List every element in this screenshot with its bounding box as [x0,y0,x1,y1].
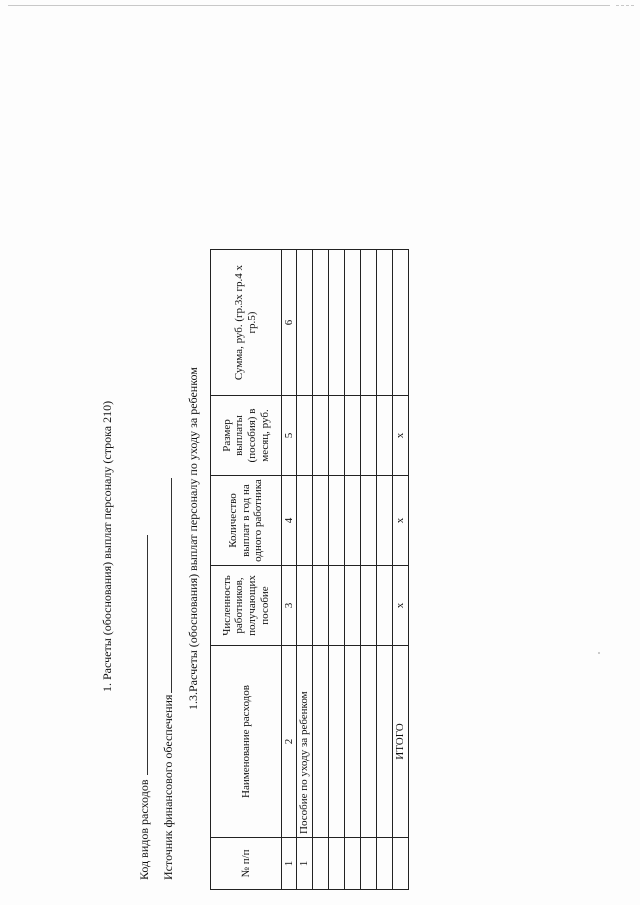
empty-cell [361,250,377,396]
empty-cell [345,250,361,396]
empty-cell [345,646,361,838]
header-name: Наименование расходов [211,646,282,838]
empty-cell [297,396,313,476]
empty-cell [329,250,345,396]
empty-cell [377,646,393,838]
empty-cell [329,838,345,890]
empty-cell [329,476,345,566]
total-x-mark: x [393,566,409,646]
empty-cell [297,566,313,646]
empty-cell [345,396,361,476]
table-row [345,250,361,890]
column-number: 2 [282,646,297,838]
subsection-heading: 1.3.Расчеты (обоснования) выплат персоналу по уходу за ребенком [186,367,200,710]
empty-cell [361,566,377,646]
empty-cell [297,250,313,396]
empty-cell [361,476,377,566]
total-x-mark: x [393,396,409,476]
empty-cell [361,646,377,838]
table-row [361,250,377,890]
expense-code-line [136,536,152,881]
empty-cell [313,838,329,890]
table-row [313,250,329,890]
funding-source-blank [160,478,172,693]
total-row [393,250,409,890]
header-payments-count: Количество выплат в год на одного работника [211,476,282,566]
empty-cell [313,250,329,396]
empty-cell [377,476,393,566]
column-number: 3 [282,566,297,646]
header-payment-size: Размер выплаты (пособия) в месяц, руб. [211,396,282,476]
empty-cell [329,646,345,838]
empty-cell [361,838,377,890]
empty-cell [377,396,393,476]
table-row [377,250,393,890]
empty-cell [377,250,393,396]
table-row [297,250,313,890]
empty-cell [329,396,345,476]
section-heading: 1. Расчеты (обоснования) выплат персоналу (строка 210) [100,400,114,692]
column-number: 6 [282,250,297,396]
funding-source-label: Источник финансового обеспечения [161,694,175,880]
empty-cell [345,566,361,646]
total-label: ИТОГО [393,646,409,838]
childcare-payments-table [210,249,409,890]
table-header-row [211,250,282,890]
expense-code-blank [136,536,148,776]
empty-cell [361,396,377,476]
column-number: 1 [282,838,297,890]
header-sum: Сумма, руб. (гр.3х гр.4 х гр.5) [211,250,282,396]
empty-cell [345,476,361,566]
empty-cell [297,476,313,566]
total-x-mark: x [393,476,409,566]
empty-cell [393,838,409,890]
column-number-row [282,250,297,890]
funding-source-line [160,478,176,880]
empty-cell [313,396,329,476]
empty-cell [313,646,329,838]
empty-cell [313,566,329,646]
table-row [329,250,345,890]
expense-code-label: Код видов расходов [137,779,151,880]
header-num: № п/п [211,838,282,890]
column-number: 4 [282,476,297,566]
row-num-cell: 1 [297,838,313,890]
empty-cell [345,838,361,890]
empty-cell [329,566,345,646]
rotated-document-page [100,240,620,880]
header-workers: Численность работников, получающих пособие [211,566,282,646]
top-scan-edge-dash [616,5,634,6]
row-name-cell: Пособие по уходу за ребенком [297,646,313,838]
empty-cell [313,476,329,566]
total-sum-cell [393,250,409,396]
empty-cell [377,838,393,890]
top-scan-edge [8,5,610,6]
column-number: 5 [282,396,297,476]
empty-cell [377,566,393,646]
